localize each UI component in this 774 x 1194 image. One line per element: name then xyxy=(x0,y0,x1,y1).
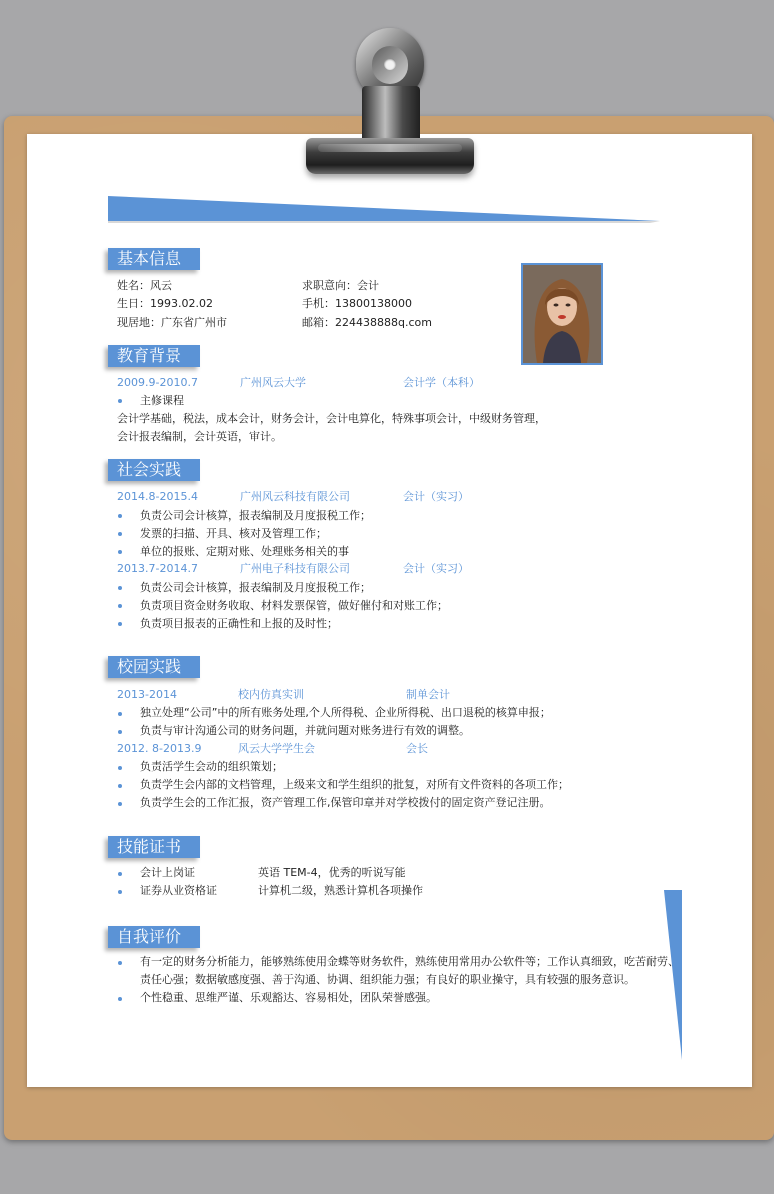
bullet-icon xyxy=(118,399,122,403)
clip-neck xyxy=(362,86,420,144)
skills-heading: 技能证书 xyxy=(108,836,200,858)
top-wedge xyxy=(108,196,660,221)
skill1-name: 会计上岗证 xyxy=(140,866,195,879)
job2-duty3: 负责项目报表的正确性和上报的及时性； xyxy=(140,617,338,630)
job1-duty1: 负责公司会计核算，报表编制及月度报税工作； xyxy=(140,509,371,522)
campus2-period: 2012. 8-2013.9 xyxy=(117,742,202,755)
bullet-icon xyxy=(118,766,122,770)
basic-info-heading: 基本信息 xyxy=(108,248,200,270)
bullet-icon xyxy=(118,730,122,734)
objective-field: 求职意向：会计 xyxy=(302,279,379,292)
campus2-duty3: 负责学生会的工作汇报，资产管理工作,保管印章并对学校拨付的固定资产登记注册。 xyxy=(140,796,551,809)
self-eval-line3: 个性稳重、思维严谨、乐观豁达、容易相处，团队荣誉感强。 xyxy=(140,991,437,1004)
campus2-role: 会长 xyxy=(406,742,428,755)
job1-role: 会计（实习） xyxy=(403,490,469,503)
job1-duty3: 单位的报账、定期对账、处理账务相关的事 xyxy=(140,545,349,558)
avatar xyxy=(521,263,603,365)
bullet-icon xyxy=(118,997,122,1001)
bullet-icon xyxy=(118,802,122,806)
job2-duty2: 负责项目资金财务收取、材料发票保管，做好催付和对账工作； xyxy=(140,599,448,612)
bullet-icon xyxy=(118,890,122,894)
skill1-detail: 英语 TEM-4，优秀的听说写能 xyxy=(258,866,406,879)
clip-hole xyxy=(384,58,396,70)
email-field: 邮箱：224438888q.com xyxy=(302,316,432,329)
campus1-org: 校内仿真实训 xyxy=(238,688,304,701)
self-eval-heading: 自我评价 xyxy=(108,926,200,948)
campus1-period: 2013-2014 xyxy=(117,688,177,701)
name-field: 姓名：风云 xyxy=(117,279,172,292)
campus-heading: 校园实践 xyxy=(108,656,200,678)
edu-school: 广州风云大学 xyxy=(240,376,306,389)
birth-field: 生日：1993.02.02 xyxy=(117,297,213,310)
campus1-role: 制单会计 xyxy=(406,688,450,701)
campus2-duty1: 负责活学生会动的组织策划； xyxy=(140,760,283,773)
phone-field: 手机：13800138000 xyxy=(302,297,412,310)
bullet-icon xyxy=(118,712,122,716)
job1-company: 广州风云科技有限公司 xyxy=(240,490,350,503)
campus1-duty1: 独立处理“公司”中的所有账务处理,个人所得税、企业所得税、出口退税的核算申报； xyxy=(140,706,551,719)
campus2-duty2: 负责学生会内部的文档管理，上级来文和学生组织的批复，对所有文件资料的各项工作； xyxy=(140,778,569,791)
right-wedge xyxy=(664,890,682,1060)
bullet-icon xyxy=(118,514,122,518)
clip-highlight xyxy=(318,144,462,152)
job2-role: 会计（实习） xyxy=(403,562,469,575)
bullet-icon xyxy=(118,622,122,626)
bullet-icon xyxy=(118,872,122,876)
bullet-icon xyxy=(118,586,122,590)
job2-company: 广州电子科技有限公司 xyxy=(240,562,350,575)
edu-major: 会计学（本科） xyxy=(403,376,480,389)
social-heading: 社会实践 xyxy=(108,459,200,481)
portrait-image xyxy=(523,265,601,363)
bullet-icon xyxy=(118,550,122,554)
skill2-name: 证券从业资格证 xyxy=(140,884,217,897)
campus2-org: 风云大学学生会 xyxy=(238,742,315,755)
top-wedge-shadow xyxy=(108,221,660,223)
self-eval-line1: 有一定的财务分析能力，能够熟练使用金蝶等财务软件，熟练使用常用办公软件等；工作认真细致，吃苦耐劳、 xyxy=(140,955,679,968)
edu-courses-line2: 会计报表编制，会计英语，审计。 xyxy=(117,430,282,443)
address-field: 现居地：广东省广州市 xyxy=(117,316,227,329)
bullet-icon xyxy=(118,961,122,965)
bullet-icon xyxy=(118,532,122,536)
edu-period: 2009.9-2010.7 xyxy=(117,376,198,389)
job1-period: 2014.8-2015.4 xyxy=(117,490,198,503)
campus1-duty2: 负责与审计沟通公司的财务问题，并就问题对账务进行有效的调整。 xyxy=(140,724,470,737)
edu-bullet: 主修课程 xyxy=(140,394,184,407)
job2-period: 2013.7-2014.7 xyxy=(117,562,198,575)
job2-duty1: 负责公司会计核算，报表编制及月度报税工作； xyxy=(140,581,371,594)
skill2-detail: 计算机二级，熟悉计算机各项操作 xyxy=(258,884,423,897)
self-eval-line2: 责任心强；数据敏感度强、善于沟通、协调、组织能力强；有良好的职业操守，具有较强的服务意识。 xyxy=(140,973,635,986)
bullet-icon xyxy=(118,784,122,788)
edu-courses-line1: 会计学基础，税法，成本会计，财务会计，会计电算化，特殊事项会计，中级财务管理， xyxy=(117,412,546,425)
job1-duty2: 发票的扫描、开具、核对及管理工作； xyxy=(140,527,327,540)
bullet-icon xyxy=(118,604,122,608)
education-heading: 教育背景 xyxy=(108,345,200,367)
